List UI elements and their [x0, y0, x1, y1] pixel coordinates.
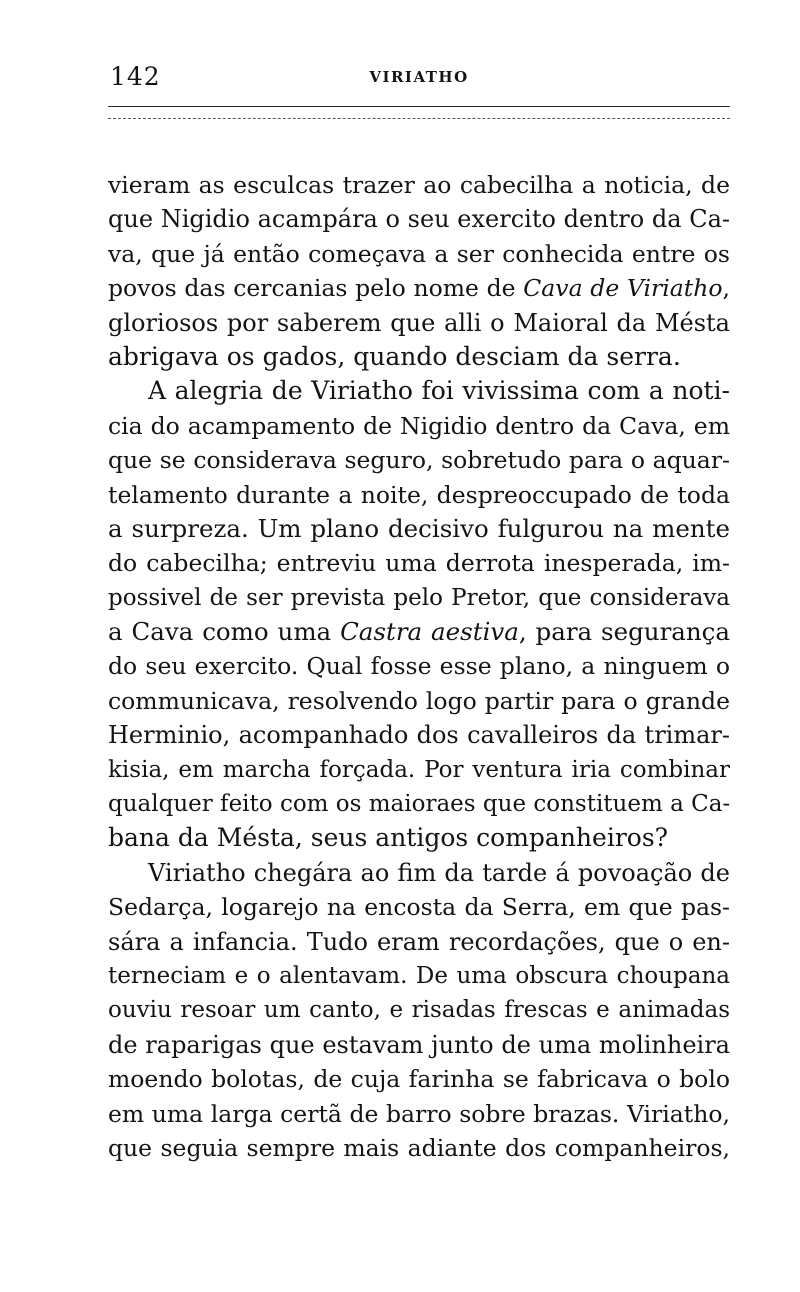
text-line [108, 271, 730, 305]
text-line: em uma larga certã de barro sobre brazas. Viriatho, [108, 1099, 730, 1128]
text-line: do cabecilha; entreviu uma derrota inesperada, im- [108, 549, 730, 578]
running-title: VIRIATHO [369, 68, 469, 86]
text-line: Sedarça, logarejo na encosta da Serra, em que pas- [108, 893, 730, 922]
text-line: sára a infancia. Tudo eram recordações, que o en- [108, 927, 730, 956]
text-line: moendo bolotas, de cuja farinha se fabricava o bolo [108, 1065, 730, 1094]
text-line: ouviu resoar um canto, e risadas frescas e animadas [108, 997, 730, 1024]
text-line: que seguia sempre mais adiante dos companheiros, [108, 1133, 730, 1162]
text-line: que se considerava seguro, sobretudo para o aquar- [108, 446, 730, 475]
text-line: a surpreza. Um plano decisivo fulgurou na mente [108, 513, 730, 543]
text-segment: a Cava como uma [108, 617, 341, 647]
text-segment: , [722, 274, 730, 303]
text-line [108, 615, 730, 649]
text-line: communicava, resolvendo logo partir para o grande [108, 686, 730, 715]
text-segment: povos das cercanias pelo nome de [108, 274, 524, 303]
text-line: do seu exercito. Qual fosse esse plano, a ninguem o [108, 652, 730, 681]
text-line: A alegria de Viriatho foi vivissima com a noti- [148, 376, 730, 406]
italic-segment: Castra aestiva [340, 617, 519, 647]
page-header [108, 62, 730, 92]
text-line: bana da Mésta, seus antigos companheiros? [108, 823, 669, 853]
text-line: abrigava os gados, quando desciam da serra. [108, 341, 681, 371]
header-rule [108, 106, 730, 107]
text-line: terneciam e o alentavam. De uma obscura choupana [108, 962, 730, 989]
text-line: Herminio, acompanhado dos cavalleiros da trimar- [108, 721, 730, 750]
text-line: de raparigas que estavam junto de uma molinheira [108, 1030, 730, 1059]
text-line: cia do acampamento de Nigidio dentro da Cava, em [108, 411, 730, 440]
text-line: que Nigidio acampára o seu exercito dentro da Ca- [108, 205, 730, 234]
text-line: va, que já então começava a ser conhecida entre os [108, 239, 730, 268]
text-line: Viriatho chegára ao fim da tarde á povoação de [148, 858, 730, 887]
header-rule-thin [108, 118, 730, 119]
text-line: gloriosos por saberem que alli o Maioral da Mésta [108, 308, 730, 337]
page-number: 142 [110, 62, 161, 91]
text-line: kisia, em marcha forçada. Por ventura iria combinar [108, 756, 730, 783]
text-line: possivel de ser prevista pelo Pretor, que considerava [108, 584, 730, 611]
text-line: telamento durante a noite, despreoccupado de toda [108, 480, 730, 509]
italic-segment: Cava de Viriatho [523, 274, 723, 303]
body-text [108, 168, 730, 1165]
text-segment: , para segurança [518, 617, 731, 647]
text-line: vieram as esculcas trazer ao cabecilha a noticia, de [108, 171, 730, 199]
text-line: qualquer feito com os maioraes que constituem a Ca- [108, 791, 731, 818]
